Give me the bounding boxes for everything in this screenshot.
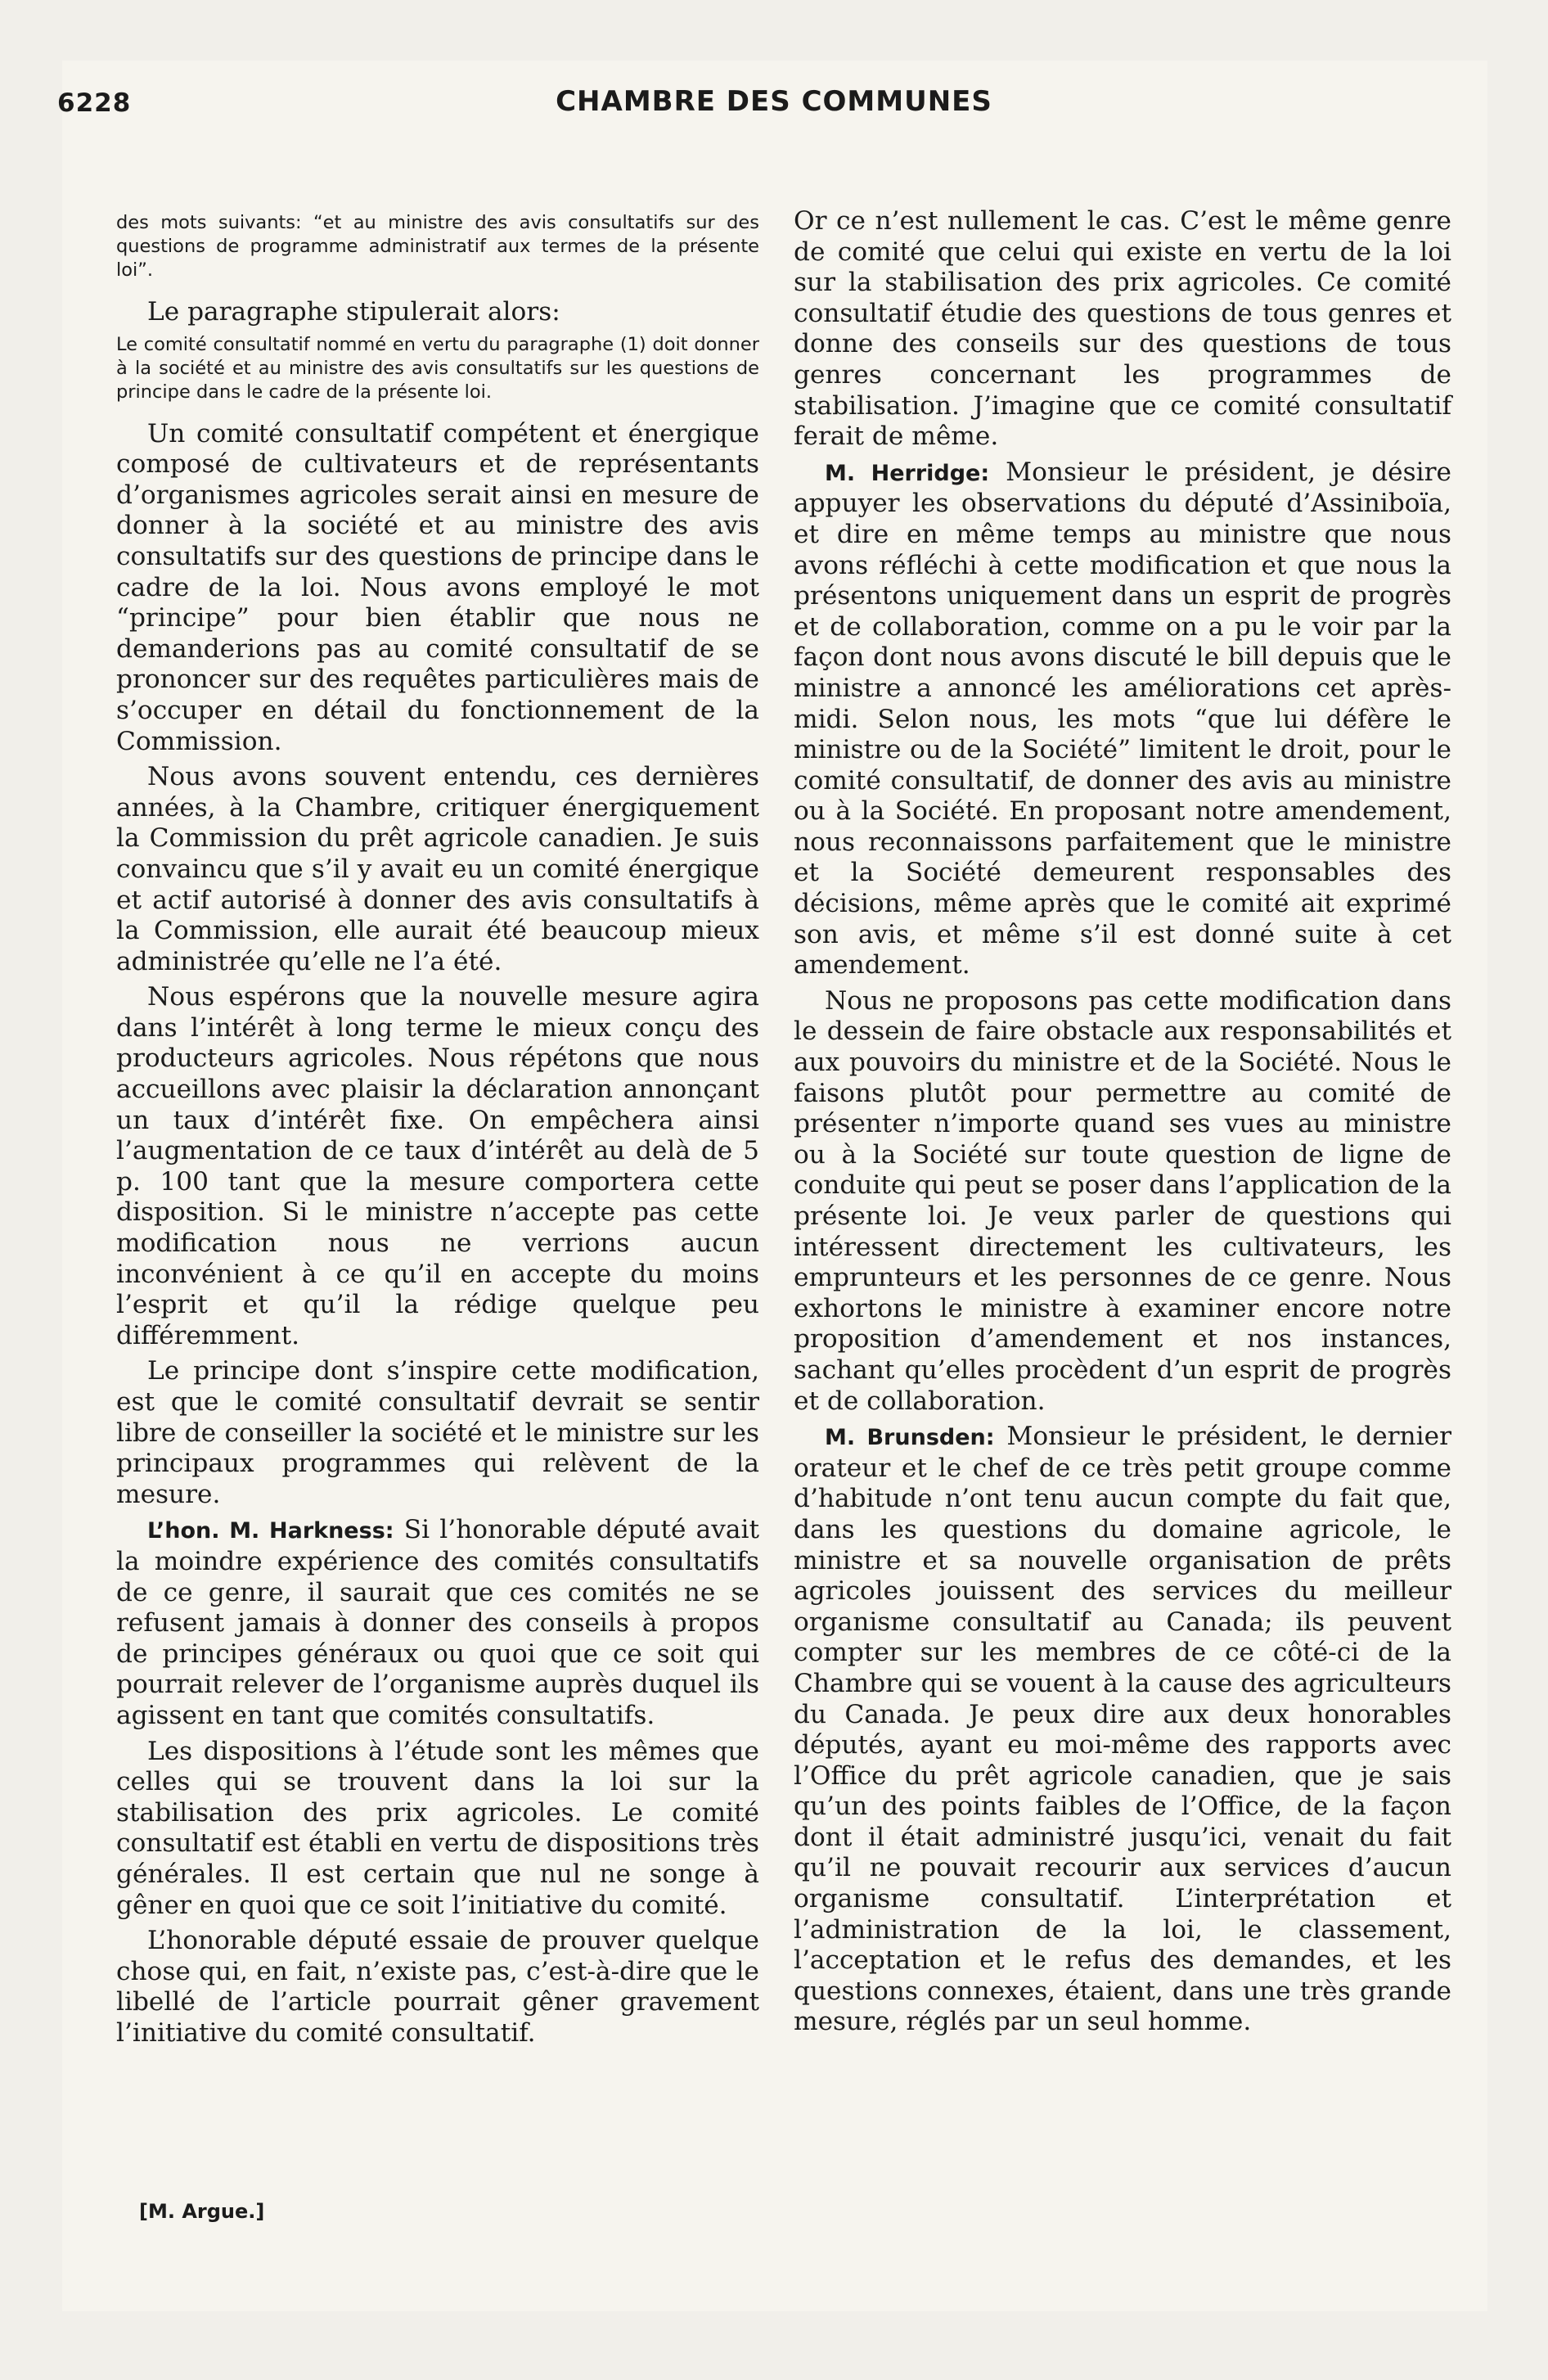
paragraph: Les dispositions à l’étude sont les mêmes que celles qui se trouvent dans la loi sur la stabilisation des prix agricoles. Le comité consultatif est établi en vertu de dispositions très générales. Il est certain que nul ne songe à gêner en quoi que ce soit l’initiative du comité. [116,1736,759,1920]
quoted-text: Le comité consultatif nommé en vertu du paragraphe (1) doit donner à la société et au ministre des avis consultatifs sur les questions de principe dans le cadre de la présente loi. [116,333,759,403]
quoted-text: des mots suivants: “et au ministre des avis consultatifs sur des questions de programme administratif aux termes de la présente loi”. [116,212,759,281]
speech-paragraph [116,1515,759,1731]
paragraph: Nous ne proposons pas cette modification dans le dessein de faire obstacle aux responsabilités et aux pouvoirs du ministre et de la Société. Nous le faisons plutôt pour permettre au comité de présenter n’importe quand ses vues au ministre ou à la Société sur toute question de ligne de conduite qui peut se poser dans l’application de la présente loi. Je veux parler de questions qui intéressent directement les cultivateurs, les emprunteurs et les personnes de ce genre. Nous exhortons le ministre à examiner encore notre proposition d’amendement et nos instances, sachant qu’elles procèdent d’un esprit de progrès et de collaboration. [794,985,1451,1416]
paragraph: Le principe dont s’inspire cette modification, est que le comité consultatif devrait se sentir libre de conseiller la société et le ministre sur les principaux programmes qui relèvent de la mesure. [116,1356,759,1509]
speech-text: Si l’honorable député avait la moindre expérience des comités consultatifs de ce genre, il saurait que ces comités ne se refusent jamais à donner des conseils à propos de principes généraux ou quoi que ce soit qui pourrait relever de l’organisme auprès duquel ils agissent en tant que comités consultatifs. [116,1515,759,1730]
running-title: CHAMBRE DES COMMUNES [556,85,992,118]
paragraph: L’honorable député essaie de prouver quelque chose qui, en fait, n’existe pas, c’est-à-dire que le libellé de l’article pourrait gêner gravement l’initiative du comité consultatif. [116,1926,759,2048]
paragraph: Nous avons souvent entendu, ces dernières années, à la Chambre, critiquer énergiquement la Commission du prêt agricole canadien. Je suis convaincu que s’il y avait eu un comité énergique et actif autorisé à donner des avis consultatifs à la Commission, elle aurait été beaucoup mieux administrée qu’elle ne l’a été. [116,762,759,976]
speaker-name: M. Herridge: [825,460,990,486]
right-column [794,206,1451,2043]
page-number: 6228 [57,88,132,118]
speaker-footer-note: [M. Argue.] [139,2200,265,2223]
paragraph: Nous espérons que la nouvelle mesure agira dans l’intérêt à long terme le mieux conçu des producteurs agricoles. Nous répétons que nous accueillons avec plaisir la déclaration annonçant un taux d’intérêt fixe. On empêchera ainsi l’augmentation de ce taux d’intérêt au delà de 5 p. 100 tant que la mesure comportera cette disposition. Si le ministre n’accepte pas cette modification nous ne verrions aucun inconvénient à ce qu’il en accepte du moins l’esprit et qu’il la rédige quelque peu différemment. [116,982,759,1350]
paragraph: Un comité consultatif compétent et énergique composé de cultivateurs et de représentants d’organismes agricoles serait ainsi en mesure de donner à la société et au ministre des avis consultatifs sur des questions de principe dans le cadre de la loi. Nous avons employé le mot “principe” pour bien établir que nous ne demanderions pas au comité consultatif de se prononcer sur des requêtes particulières mais de s’occuper en détail du fonctionnement de la Commission. [116,418,759,756]
speech-paragraph [794,1422,1451,2038]
paragraph: Le paragraphe stipulerait alors: [147,297,560,327]
left-column [116,211,759,2053]
speech-text: Monsieur le président, je désire appuyer les observations du député d’Assiniboïa, et dire en même temps au ministre que nous avons réfléchi à cette modification et que nous la présentons uniquement dans un esprit de progrès et de collaboration, comme on a pu le voir par la façon dont nous avons discuté le bill depuis que le ministre a annoncé les améliorations cet après-midi. Selon nous, les mots “que lui défère le ministre ou de la Société” limitent le droit, pour le comité consultatif, de donner des avis au ministre ou à la Société. En proposant notre amendement, nous reconnaissons parfaitement que le ministre et la Société demeurent responsables des décisions, même après que le comité ait exprimé son avis, et même s’il est donné suite à cet amendement. [794,457,1451,980]
speaker-name: M. Brunsden: [825,1425,995,1451]
speech-text: Monsieur le président, le dernier orateur et le chef de ce très petit groupe comme d’habitude n’ont tenu aucun compte du fait que, dans les questions du domaine agricole, le ministre et sa nouvelle organisation de prêts agricoles jouissent des services du meilleur organisme consultatif au Canada; ils peuvent compter sur les membres de ce côté-ci de la Chambre qui se vouent à la cause des agriculteurs du Canada. Je peux dire aux deux honorables députés, ayant eu moi-même des rapports avec l’Office du prêt agricole canadien, que je sais qu’un des points faibles de l’Office, de la façon dont il était administré jusqu’ici, venait du fait qu’il ne pouvait recourir aux services d’aucun organisme consultatif. L’interprétation et l’administration de la loi, le classement, l’acceptation et le refus des demandes, et les questions connexes, étaient, dans une très grande mesure, réglés par un seul homme. [794,1422,1451,2037]
speaker-name: L’hon. M. Harkness: [147,1518,394,1544]
paragraph: Or ce n’est nullement le cas. C’est le même genre de comité que celui qui existe en vertu de la loi sur la stabilisation des prix agricoles. Ce comité consultatif étudie des questions de tous genres et donne des conseils sur des questions de tous genres concernant les programmes de stabilisation. J’imagine que ce comité consultatif ferait de même. [794,206,1451,452]
speech-paragraph [794,458,1451,981]
